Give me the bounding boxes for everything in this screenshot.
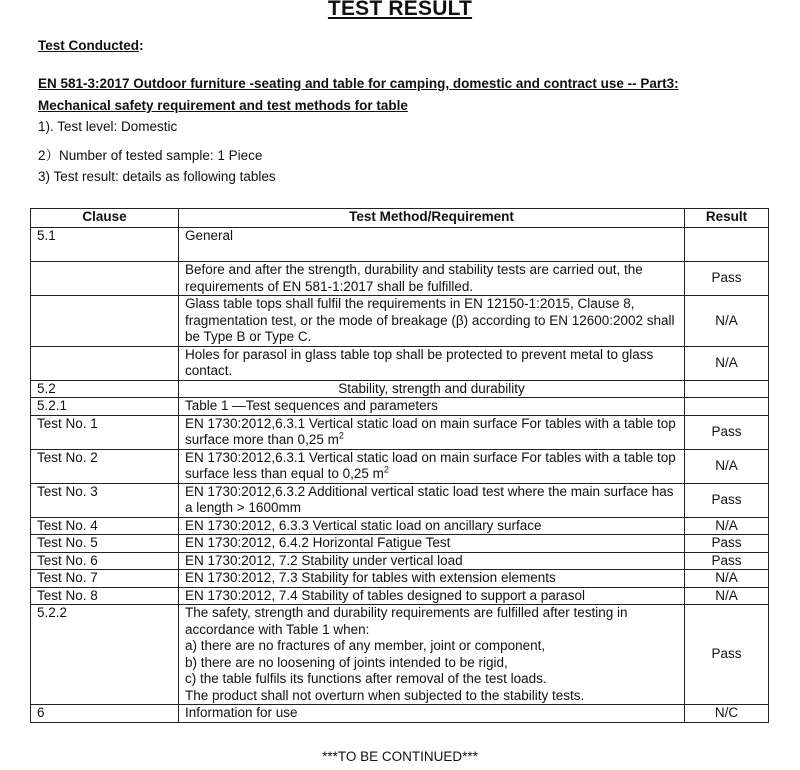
table-row: [31, 483, 769, 517]
requirement-cell: Table 1 —Test sequences and parameters: [179, 398, 685, 416]
requirement-cell: Stability, strength and durability: [179, 380, 685, 398]
table-row: [31, 398, 769, 416]
requirement-cell: Holes for parasol in glass table top shall be protected to prevent metal to glass contact.: [179, 346, 685, 380]
table-row: [31, 570, 769, 588]
table-row: [31, 380, 769, 398]
header-clause: Clause: [31, 209, 179, 228]
requirement-cell: Before and after the strength, durability and stability tests are carried out, the requirements of EN 581-1:2017 shall be fulfilled.: [179, 262, 685, 296]
requirement-line: c) the table fulfils its functions after removal of the test loads.: [185, 671, 547, 686]
table-row: [31, 552, 769, 570]
requirement-cell: General: [179, 228, 685, 262]
clause-cell: [31, 296, 179, 347]
result-cell: [685, 398, 769, 416]
table-row: [31, 228, 769, 262]
requirement-line: The product shall not overturn when subjected to the stability tests.: [185, 687, 585, 703]
clause-cell: Test No. 7: [31, 570, 179, 588]
table-row: [31, 262, 769, 296]
requirement-cell: [179, 605, 685, 705]
clause-cell: 5.2.1: [31, 398, 179, 416]
requirement-cell: EN 1730:2012,6.3.2 Additional vertical static load test where the main surface has a length > 1600mm: [179, 483, 685, 517]
continued-note: ***TO BE CONTINUED***: [322, 749, 478, 764]
clause-cell: Test No. 3: [31, 483, 179, 517]
requirement-cell: EN 1730:2012, 6.3.3 Vertical static load on ancillary surface: [179, 517, 685, 535]
result-cell: N/A: [685, 346, 769, 380]
table-row: [31, 449, 769, 483]
clause-cell: [31, 346, 179, 380]
requirement-cell: Information for use: [179, 705, 685, 723]
result-cell: N/A: [685, 517, 769, 535]
header-result: Result: [685, 209, 769, 228]
result-cell: Pass: [685, 415, 769, 449]
test-result-note: 3) Test result: details as following tables: [38, 169, 276, 184]
result-cell: N/A: [685, 570, 769, 588]
requirement-cell: Glass table tops shall fulfil the requirements in EN 12150-1:2015, Clause 8, fragmentation test, or the mode of breakage (β) according to EN 12600:2002 shall be Type B or Type C.: [179, 296, 685, 347]
requirement-text: EN 1730:2012,6.3.1 Vertical static load on main surface For tables with a table top surface less than equal to 0,25 m: [185, 449, 676, 481]
clause-cell: Test No. 5: [31, 535, 179, 553]
requirement-line: The safety, strength and durability requirements are fulfilled after testing in accordance with Table 1 when:: [185, 605, 628, 637]
clause-cell: Test No. 1: [31, 415, 179, 449]
table-row: [31, 587, 769, 605]
sample-count: 2）Number of tested sample: 1 Piece: [38, 148, 263, 163]
table-row: [31, 535, 769, 553]
table-row: [31, 517, 769, 535]
result-cell: [685, 380, 769, 398]
result-cell: Pass: [685, 552, 769, 570]
standard-title: [38, 73, 778, 117]
requirement-cell: EN 1730:2012, 7.3 Stability for tables with extension elements: [179, 570, 685, 588]
requirement-cell: [179, 415, 685, 449]
requirement-cell: EN 1730:2012, 7.2 Stability under vertical load: [179, 552, 685, 570]
table-header-row: [31, 209, 769, 228]
clause-cell: 6: [31, 705, 179, 723]
result-cell: Pass: [685, 535, 769, 553]
result-cell: Pass: [685, 483, 769, 517]
standard-line-2: Mechanical safety requirement and test methods for table: [38, 98, 408, 113]
requirement-line: b) there are no loosening of joints intended to be rigid,: [185, 654, 508, 670]
requirement-cell: [179, 449, 685, 483]
result-cell: Pass: [685, 605, 769, 705]
clause-cell: Test No. 4: [31, 517, 179, 535]
standard-line-1: EN 581-3:2017 Outdoor furniture -seating and table for camping, domestic and contract use -- Part3:: [38, 76, 679, 91]
clause-cell: Test No. 2: [31, 449, 179, 483]
result-cell: N/A: [685, 587, 769, 605]
results-table: [30, 208, 769, 723]
test-level: 1). Test level: Domestic: [38, 119, 178, 134]
table-row: [31, 415, 769, 449]
clause-cell: 5.1: [31, 228, 179, 262]
result-cell: N/A: [685, 296, 769, 347]
requirement-line: a) there are no fractures of any member, joint or component,: [185, 638, 546, 653]
test-conducted-label: Test Conducted: [38, 38, 139, 53]
superscript: 2: [338, 430, 344, 441]
result-cell: N/C: [685, 705, 769, 723]
result-cell: Pass: [685, 262, 769, 296]
table-row: [31, 605, 769, 705]
clause-cell: 5.2.2: [31, 605, 179, 705]
page-title: TEST RESULT: [327, 0, 473, 20]
table-row: [31, 346, 769, 380]
requirement-cell: EN 1730:2012, 7.4 Stability of tables designed to support a parasol: [179, 587, 685, 605]
test-conducted-heading: Test Conducted:: [38, 38, 144, 53]
superscript: 2: [383, 464, 389, 475]
clause-cell: [31, 262, 179, 296]
result-cell: N/A: [685, 449, 769, 483]
clause-cell: 5.2: [31, 380, 179, 398]
requirement-text: EN 1730:2012,6.3.1 Vertical static load on main surface For tables with a table top surface more than 0,25 m: [185, 415, 676, 447]
clause-cell: Test No. 8: [31, 587, 179, 605]
clause-cell: Test No. 6: [31, 552, 179, 570]
result-cell: [685, 228, 769, 262]
table-row: [31, 296, 769, 347]
requirement-cell: EN 1730:2012, 6.4.2 Horizontal Fatigue Test: [179, 535, 685, 553]
table-row: [31, 705, 769, 723]
header-requirement: Test Method/Requirement: [179, 209, 685, 228]
